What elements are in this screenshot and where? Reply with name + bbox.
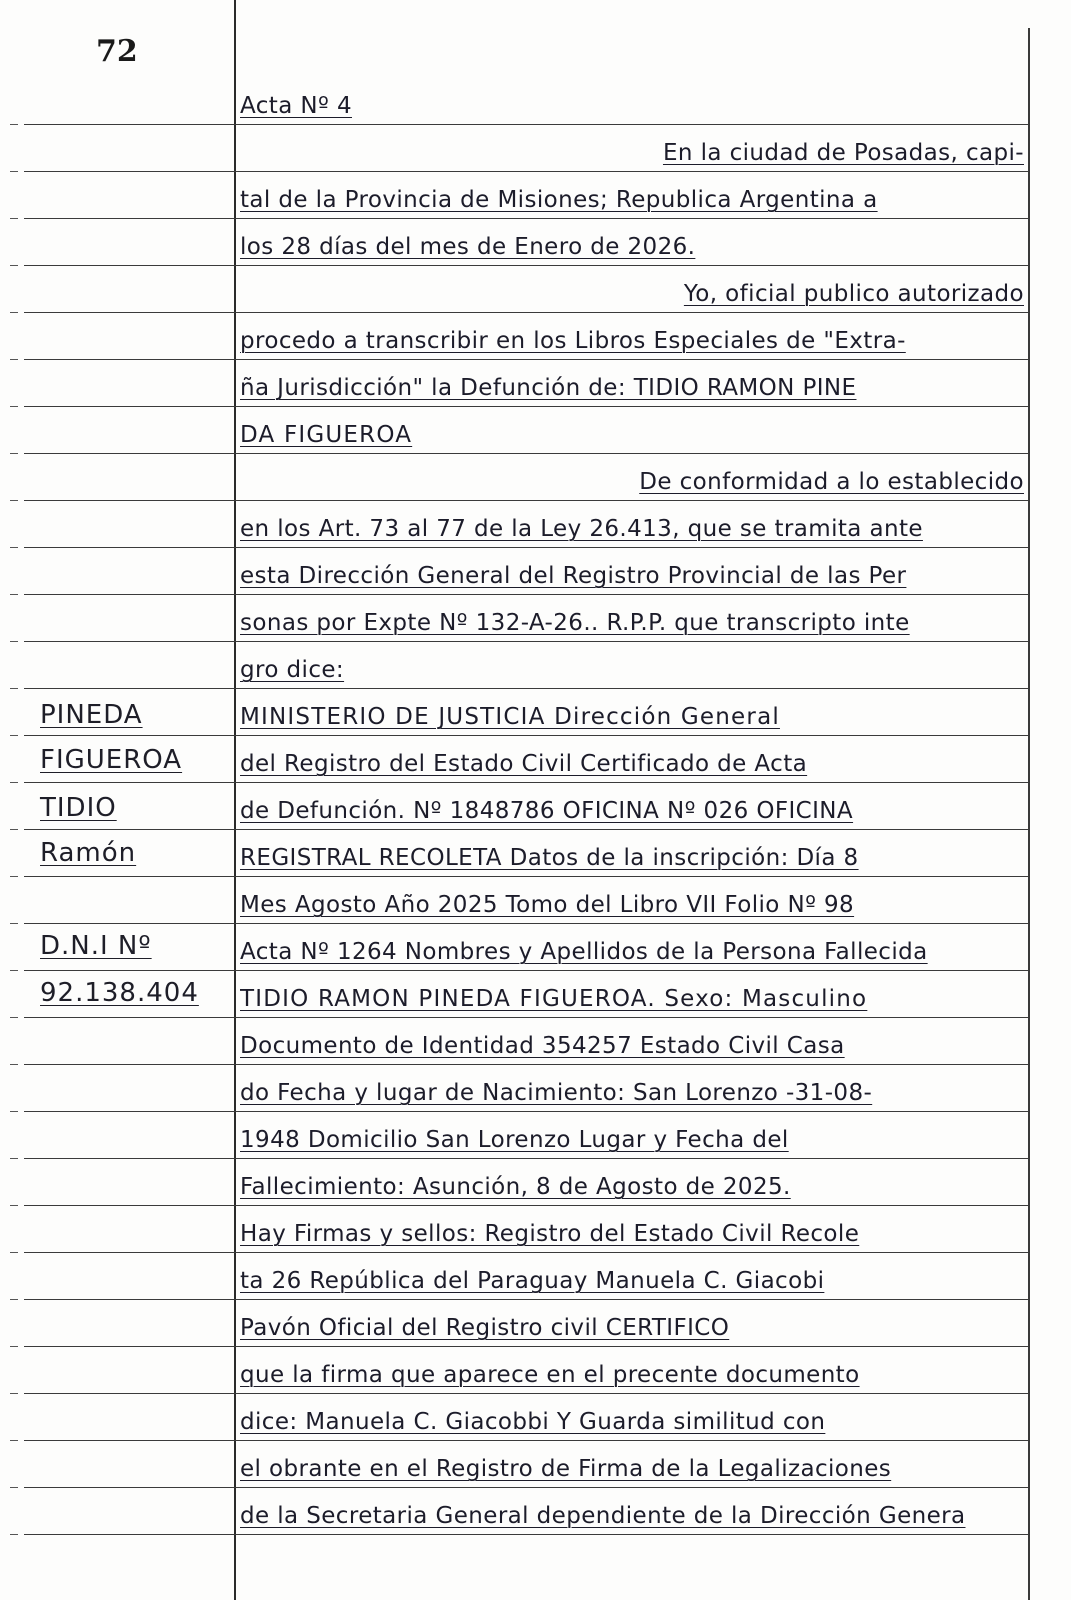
margin-tick: [10, 1487, 18, 1488]
margin-tick: [10, 453, 18, 454]
margin-note-dni-number: 92.138.404: [40, 978, 199, 1008]
margin-tick: [10, 1346, 18, 1347]
text-line: De conformidad a lo establecido: [639, 469, 1024, 495]
right-rule: [1028, 28, 1030, 1600]
ruled-line: [24, 1111, 1028, 1112]
margin-tick: [10, 1534, 18, 1535]
text-line: Pavón Oficial del Registro civil CERTIFICO: [240, 1315, 730, 1341]
margin-tick: [10, 171, 18, 172]
ruled-line: [24, 453, 1028, 454]
text-line: el obrante en el Registro de Firma de la Legalizaciones: [240, 1456, 892, 1482]
text-line: do Fecha y lugar de Nacimiento: San Lorenzo -31-08-: [240, 1080, 873, 1106]
text-line: DA FIGUEROA: [240, 422, 413, 448]
margin-tick: [10, 1299, 18, 1300]
margin-tick: [10, 1205, 18, 1206]
text-line: dice: Manuela C. Giacobbi Y Guarda similitud con: [240, 1409, 826, 1435]
ruled-line: [24, 1299, 1028, 1300]
text-line: tal de la Provincia de Misiones; Republica Argentina a: [240, 187, 878, 213]
margin-tick: [10, 1440, 18, 1441]
text-line: Mes Agosto Año 2025 Tomo del Libro VII Folio Nº 98: [240, 892, 855, 918]
ruled-line: [24, 735, 1028, 736]
margin-tick: [10, 829, 18, 830]
ruled-line: [24, 1440, 1028, 1441]
text-line: de la Secretaria General dependiente de la Dirección Genera: [240, 1503, 966, 1529]
text-line: Fallecimiento: Asunción, 8 de Agosto de 2025.: [240, 1174, 791, 1200]
ruled-line: [24, 829, 1028, 830]
ruled-line: [24, 312, 1028, 313]
ruled-line: [24, 547, 1028, 548]
text-line: ta 26 República del Paraguay Manuela C. Giacobi: [240, 1268, 825, 1294]
ruled-line: [24, 782, 1028, 783]
margin-tick: [10, 500, 18, 501]
page-number: 72: [96, 34, 138, 69]
margin-tick: [10, 782, 18, 783]
ruled-line: [24, 1534, 1028, 1535]
margin-note-dni-label: D.N.I Nº: [40, 931, 152, 961]
text-line: de Defunción. Nº 1848786 OFICINA Nº 026 OFICINA: [240, 798, 854, 824]
text-line: del Registro del Estado Civil Certificado de Acta: [240, 751, 808, 777]
ruled-line: [24, 1158, 1028, 1159]
ruled-line: [24, 406, 1028, 407]
ruled-line: [24, 1346, 1028, 1347]
margin-tick: [10, 594, 18, 595]
margin-tick: [10, 735, 18, 736]
margin-note-given-name-2: Ramón: [40, 838, 137, 868]
ruled-line: [24, 218, 1028, 219]
ruled-line: [24, 359, 1028, 360]
text-line: procedo a transcribir en los Libros Especiales de "Extra-: [240, 328, 906, 354]
text-line: ña Jurisdicción" la Defunción de: TIDIO RAMON PINE: [240, 375, 857, 401]
text-line: 1948 Domicilio San Lorenzo Lugar y Fecha del: [240, 1127, 789, 1153]
text-line: TIDIO RAMON PINEDA FIGUEROA. Sexo: Masculino: [240, 986, 868, 1012]
margin-tick: [10, 218, 18, 219]
ruled-line: [24, 1252, 1028, 1253]
margin-tick: [10, 1017, 18, 1018]
ruled-line: [24, 688, 1028, 689]
ruled-line: [24, 1487, 1028, 1488]
margin-tick: [10, 359, 18, 360]
margin-tick: [10, 876, 18, 877]
margin-tick: [10, 1393, 18, 1394]
margin-tick: [10, 1158, 18, 1159]
margin-tick: [10, 406, 18, 407]
text-line: En la ciudad de Posadas, capi-: [662, 140, 1024, 166]
ruled-line: [24, 594, 1028, 595]
margin-tick: [10, 970, 18, 971]
ruled-line: [24, 1017, 1028, 1018]
margin-rule: [234, 0, 236, 1600]
margin-note-surname-2: FIGUEROA: [40, 745, 183, 775]
margin-note-surname-1: PINEDA: [40, 700, 143, 730]
text-line: que la firma que aparece en el precente documento: [240, 1362, 860, 1388]
text-line: Acta Nº 1264 Nombres y Apellidos de la Persona Fallecida: [240, 939, 928, 965]
ruled-line: [24, 876, 1028, 877]
margin-tick: [10, 688, 18, 689]
text-line: gro dice:: [240, 657, 345, 683]
ruled-line: [24, 1205, 1028, 1206]
ruled-line: [24, 171, 1028, 172]
margin-tick: [10, 547, 18, 548]
text-line: sonas por Expte Nº 132-A-26.. R.P.P. que transcripto inte: [240, 610, 910, 636]
margin-tick: [10, 1252, 18, 1253]
margin-tick: [10, 641, 18, 642]
margin-tick: [10, 312, 18, 313]
text-line: Documento de Identidad 354257 Estado Civil Casa: [240, 1033, 845, 1059]
text-line: MINISTERIO DE JUSTICIA Dirección General: [240, 704, 780, 730]
ruled-line: [24, 500, 1028, 501]
ruled-line: [24, 970, 1028, 971]
ruled-line: [24, 1393, 1028, 1394]
ruled-line: [24, 1064, 1028, 1065]
margin-note-given-name-1: TIDIO: [40, 793, 117, 823]
margin-tick: [10, 1064, 18, 1065]
ruled-line: [24, 923, 1028, 924]
margin-tick: [10, 124, 18, 125]
margin-tick: [10, 923, 18, 924]
text-line: Yo, oficial publico autorizado: [683, 281, 1024, 307]
act-heading: Acta Nº 4: [240, 93, 352, 119]
ruled-line: [24, 265, 1028, 266]
text-line: REGISTRAL RECOLETA Datos de la inscripción: Día 8: [240, 845, 859, 871]
text-line: Hay Firmas y sellos: Registro del Estado Civil Recole: [240, 1221, 860, 1247]
text-line: esta Dirección General del Registro Provincial de las Per: [240, 563, 907, 589]
margin-tick: [10, 1111, 18, 1112]
text-line: los 28 días del mes de Enero de 2026.: [240, 234, 696, 260]
ruled-line: [24, 641, 1028, 642]
text-line: en los Art. 73 al 77 de la Ley 26.413, que se tramita ante: [240, 516, 923, 542]
ruled-line: [24, 124, 1028, 125]
margin-tick: [10, 265, 18, 266]
